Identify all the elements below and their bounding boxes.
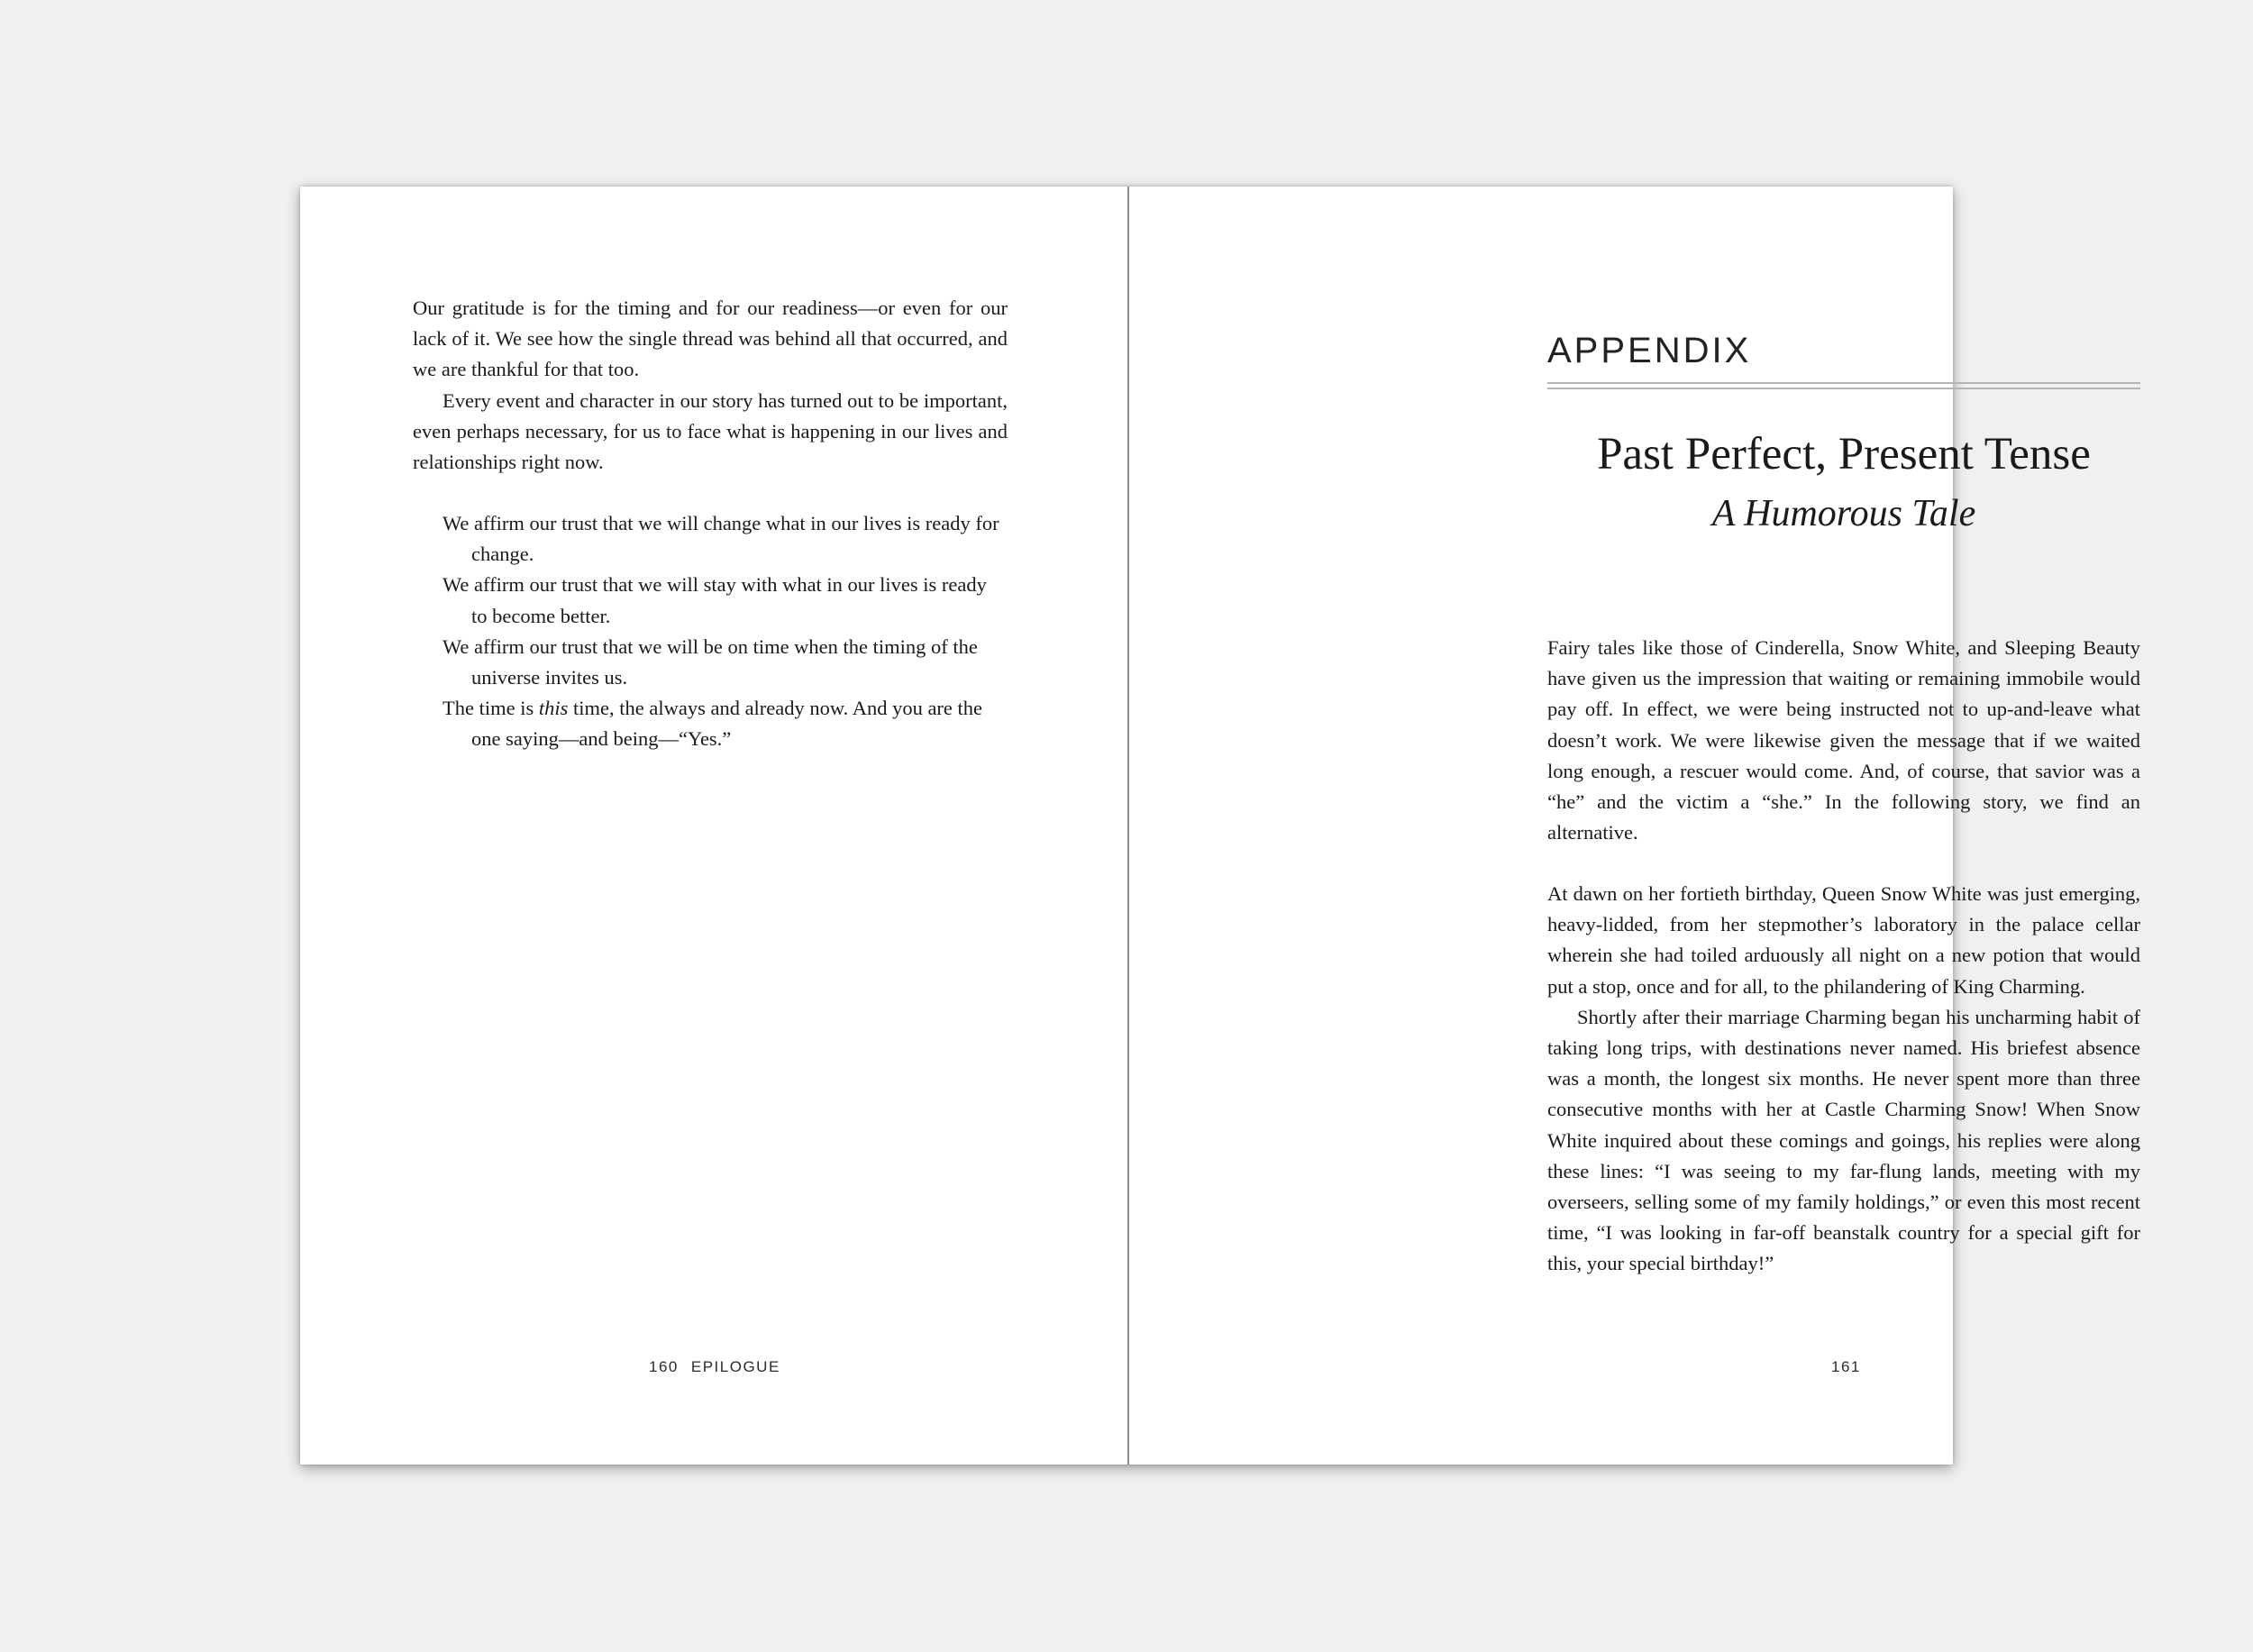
left-body-text <box>413 293 1008 478</box>
final-line-emphasis: this <box>538 697 569 720</box>
chapter-title: Past Perfect, Present Tense <box>1597 429 2091 479</box>
body-paragraph: Our gratitude is for the timing and for our readiness—or even for our lack of it. We see how the single thread was behind all that occurred, and we are thankful for that too. <box>413 297 1008 381</box>
page-folio-right <box>1831 1358 1861 1376</box>
section-rule <box>1547 382 2140 384</box>
intro-text <box>1547 633 2140 848</box>
affirmation-list <box>442 508 1006 755</box>
story-paragraph: Shortly after their marriage Charming began his uncharming habit of taking long trips, with destinations never named. His briefest absence was a month, the longest six months. He never spent more than three consecutive months with her at Castle Charming Snow! When Snow White inquired about these comings and goings, his replies were along these lines: “I was seeing to my far-flung lands, meeting with my overseers, selling some of my family holdings,” or even this most recent time, “I was looking in far-off beanstalk country for a special gift for this, your special birthday!” <box>1547 1005 2140 1275</box>
book-spread <box>300 187 2140 1465</box>
section-label: APPENDIX <box>1547 331 1752 370</box>
intro-paragraph: Fairy tales like those of Cinderella, Snow White, and Sleeping Beauty have given us the impression that waiting or remaining immobile would pay off. In effect, we were being instructed not to up-and-leave what doesn’t work. We were likewise given the message that if we waited long enough, a rescuer would come. And, of course, that savior was a “he” and the victim a “she.” In the following story, we find an alternative. <box>1547 636 2140 844</box>
page-folio-left <box>649 1358 780 1376</box>
body-paragraph: Every event and character in our story has turned out to be important, even perhaps necessary, for us to face what is happening in our lives and relationships right now. <box>413 388 1008 474</box>
affirmation-item: We affirm our trust that we will change what in our lives is ready for change. <box>442 512 999 566</box>
affirmation-item: We affirm our trust that we will be on time when the timing of the universe invites us. <box>442 634 978 689</box>
page-number: 161 <box>1831 1358 1861 1375</box>
final-line-before: The time is <box>442 697 539 720</box>
chapter-subtitle: A Humorous Tale <box>1711 493 1976 534</box>
affirmation-final <box>442 693 1006 754</box>
affirmation-item: We affirm our trust that we will stay with what in our lives is ready to become better. <box>442 573 987 627</box>
section-rule <box>1547 388 2140 389</box>
running-head: EPILOGUE <box>690 1358 780 1375</box>
left-page <box>300 187 1127 1465</box>
right-page <box>1129 187 2140 1465</box>
final-line-after: time, the always and already now. And you are the one saying—and being—“Yes.” <box>471 697 983 751</box>
story-paragraph: At dawn on her fortieth birthday, Queen Snow White was just emerging, heavy-lidded, from her stepmother’s laboratory in the palace cellar wherein she had toiled arduously all night on a new potion that would put a stop, once and for all, to the philandering of King Charming. <box>1547 882 2140 998</box>
story-text <box>1547 879 2140 1280</box>
page-number: 160 <box>649 1358 679 1375</box>
